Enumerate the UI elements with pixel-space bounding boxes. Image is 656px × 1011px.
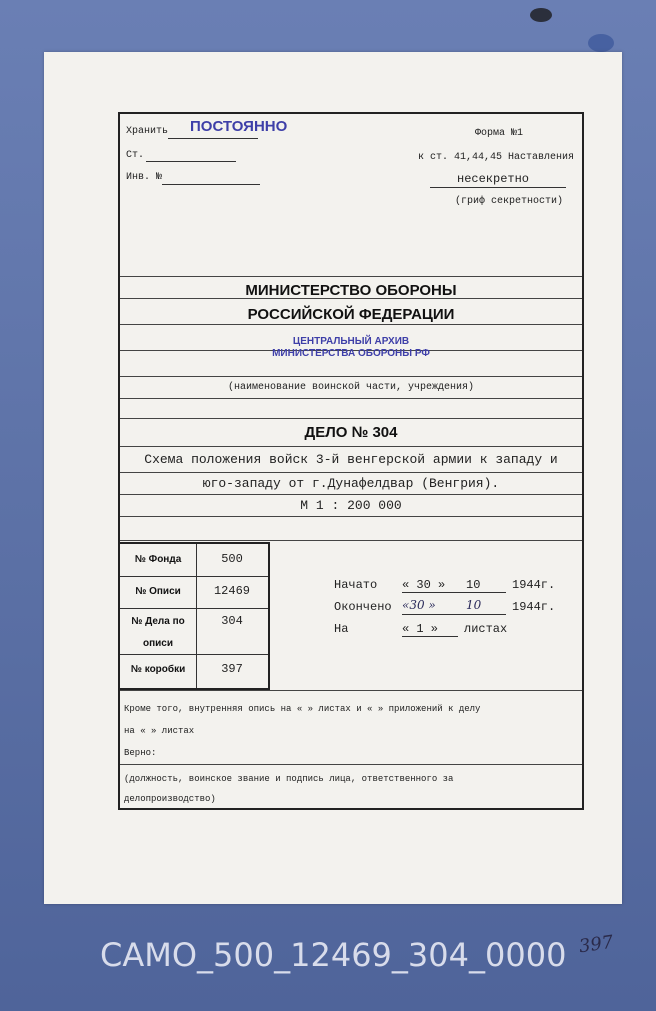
archive-codes-table [120,542,270,690]
finished-day: «30 » [402,598,436,612]
inv-label: Инв. № [126,172,163,183]
keep-value-stamp: ПОСТОЯННО [190,118,288,135]
handwritten-number: 397 [577,931,615,958]
verified-label: Верно: [124,748,157,758]
box-value: 397 [221,662,243,676]
ministry-line-2: РОССИЙСКОЙ ФЕДЕРАЦИИ [247,306,455,323]
archive-stamp-line-2: МИНИСТЕРСТВА ОБОРОНЫ РФ [272,348,430,359]
case-description-line-2: юго-западу от г.Дунафелдвар (Венгрия). [202,476,500,491]
opis-label: № Описи [135,586,181,597]
delo-value: 304 [221,614,243,628]
case-scale: М 1 : 200 000 [300,498,402,513]
started-day: « 30 » [402,578,446,592]
case-cover-frame [118,112,584,810]
fond-label: № Фонда [134,554,182,565]
on-label: На [334,622,349,636]
form-label: Форма №1 [475,128,524,139]
sheets-count: « 1 » [402,622,439,636]
st-label: Ст. [126,150,145,161]
document-page [44,52,622,904]
finished-label: Окончено [334,600,392,614]
started-label: Начато [334,578,378,592]
delo-label-2: описи [142,638,173,649]
delo-label: № Дела по [131,616,185,627]
secrecy-value: несекретно [457,172,530,186]
inventory-line-1: Кроме того, внутренняя опись на « » листах и « » приложений к делу [124,704,481,714]
case-description-line-1: Схема положения войск 3-й венгерской армии к западу и [144,452,558,467]
box-label: № коробки [130,664,186,675]
inventory-line-2: на « » листах [124,726,195,736]
case-title: ДЕЛО № 304 [304,424,398,441]
position-line-1: (должность, воинское звание и подпись лица, ответственного за [124,774,454,784]
fond-value: 500 [221,552,243,566]
unit-caption: (наименование воинской части, учреждения) [227,382,475,393]
started-month: 10 [466,578,481,592]
position-line-2: делопроизводство) [124,794,216,804]
started-year: 1944г. [512,578,556,592]
finished-month: 10 [466,598,482,612]
ink-spot [588,34,614,52]
secrecy-caption: (гриф секретности) [455,196,564,207]
finished-year: 1944г. [512,600,556,614]
ministry-line-1: МИНИСТЕРСТВО ОБОРОНЫ [245,282,457,299]
ink-spot [530,8,552,22]
archive-stamp-line-1: ЦЕНТРАЛЬНЫЙ АРХИВ [292,336,410,347]
opis-value: 12469 [213,584,250,598]
file-code: САМО_500_12469_304_0000 [100,936,567,974]
articles-reference: к ст. 41,44,45 Наставления [418,152,575,163]
sheets-label: листах [464,622,508,636]
keep-label: Хранить [126,126,169,137]
